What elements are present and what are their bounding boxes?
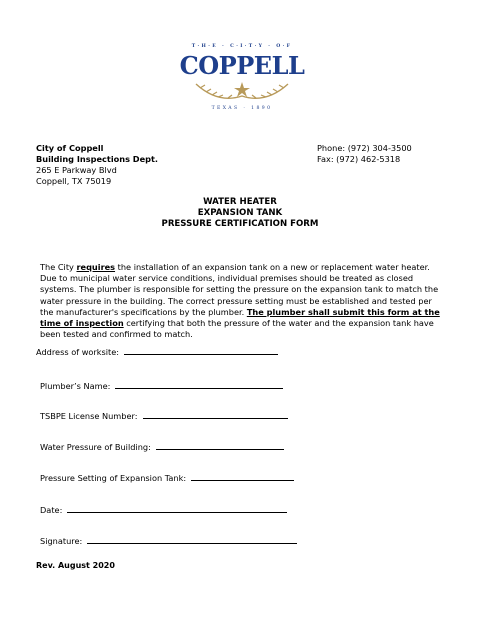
fax-number: Fax: (972) 462-5318 [317,154,401,164]
water-pressure-field[interactable] [40,441,284,452]
submit-form-emphasis: The plumber shall submit this form at the time of inspection [40,306,440,329]
address-label: Address of worksite: [36,347,120,357]
plumber-name-line[interactable] [115,380,283,389]
water-pressure-label: Water Pressure of Building: [40,442,151,452]
form-title-line-1: WATER HEATER [203,197,277,207]
plumber-name-field[interactable] [40,380,283,391]
phone-number: Phone: (972) 304-3500 [317,143,412,153]
tank-pressure-line[interactable] [191,472,294,481]
date-field[interactable] [40,504,287,515]
license-line[interactable] [143,410,288,419]
plumber-name-label: Plumber’s Name: [40,381,111,391]
para-text-3: certifying that both the pressure of the water and the expansion tank have been tested and confirmed to match. [40,318,434,340]
dept-name: Building Inspections Dept. [36,154,159,164]
date-line[interactable] [67,504,287,513]
contact-phone-block [317,143,412,165]
requires-emphasis: requires [76,262,116,272]
logo-bottom-text: TEXAS · 1890 [211,106,273,111]
para-text-2: the installation of an expansion tank on a new or replacement water heater. Due to municipal water service conditions, individual premises should be treated as closed systems. The plumber is responsible for setting the pressure on the expansion tank to match the water pressure in the building. The correct pressure setting must be established and tested per the manufacturer's specifications by the plumber. [40,262,439,317]
date-label: Date: [40,505,63,515]
instructions-paragraph [40,262,440,340]
tank-pressure-field[interactable] [40,472,294,483]
address-line[interactable] [124,346,278,355]
revision-date: Rev. August 2020 [36,561,115,570]
org-name: City of Coppell [36,143,104,153]
logo-name: COPPELL [179,51,305,80]
contact-address-block [36,143,158,187]
license-field[interactable] [40,410,288,421]
license-label: TSBPE License Number: [40,411,138,421]
logo-emblem-icon [178,78,306,112]
city-state-zip: Coppell, TX 75019 [36,176,112,186]
water-pressure-line[interactable] [156,441,284,450]
form-title-line-2: EXPANSION TANK [197,208,283,218]
form-title-line-3: PRESSURE CERTIFICATION FORM [161,219,319,229]
signature-field[interactable] [40,535,297,546]
city-logo [178,40,306,112]
address-field[interactable] [36,346,278,357]
signature-line[interactable] [87,535,297,544]
street-address: 265 E Parkway Blvd [36,165,117,175]
logo-top-text: T·H·E · C·I·T·Y · O·F [191,44,293,49]
para-text-1: The City [40,262,77,272]
signature-label: Signature: [40,536,83,546]
tank-pressure-label: Pressure Setting of Expansion Tank: [40,473,187,483]
